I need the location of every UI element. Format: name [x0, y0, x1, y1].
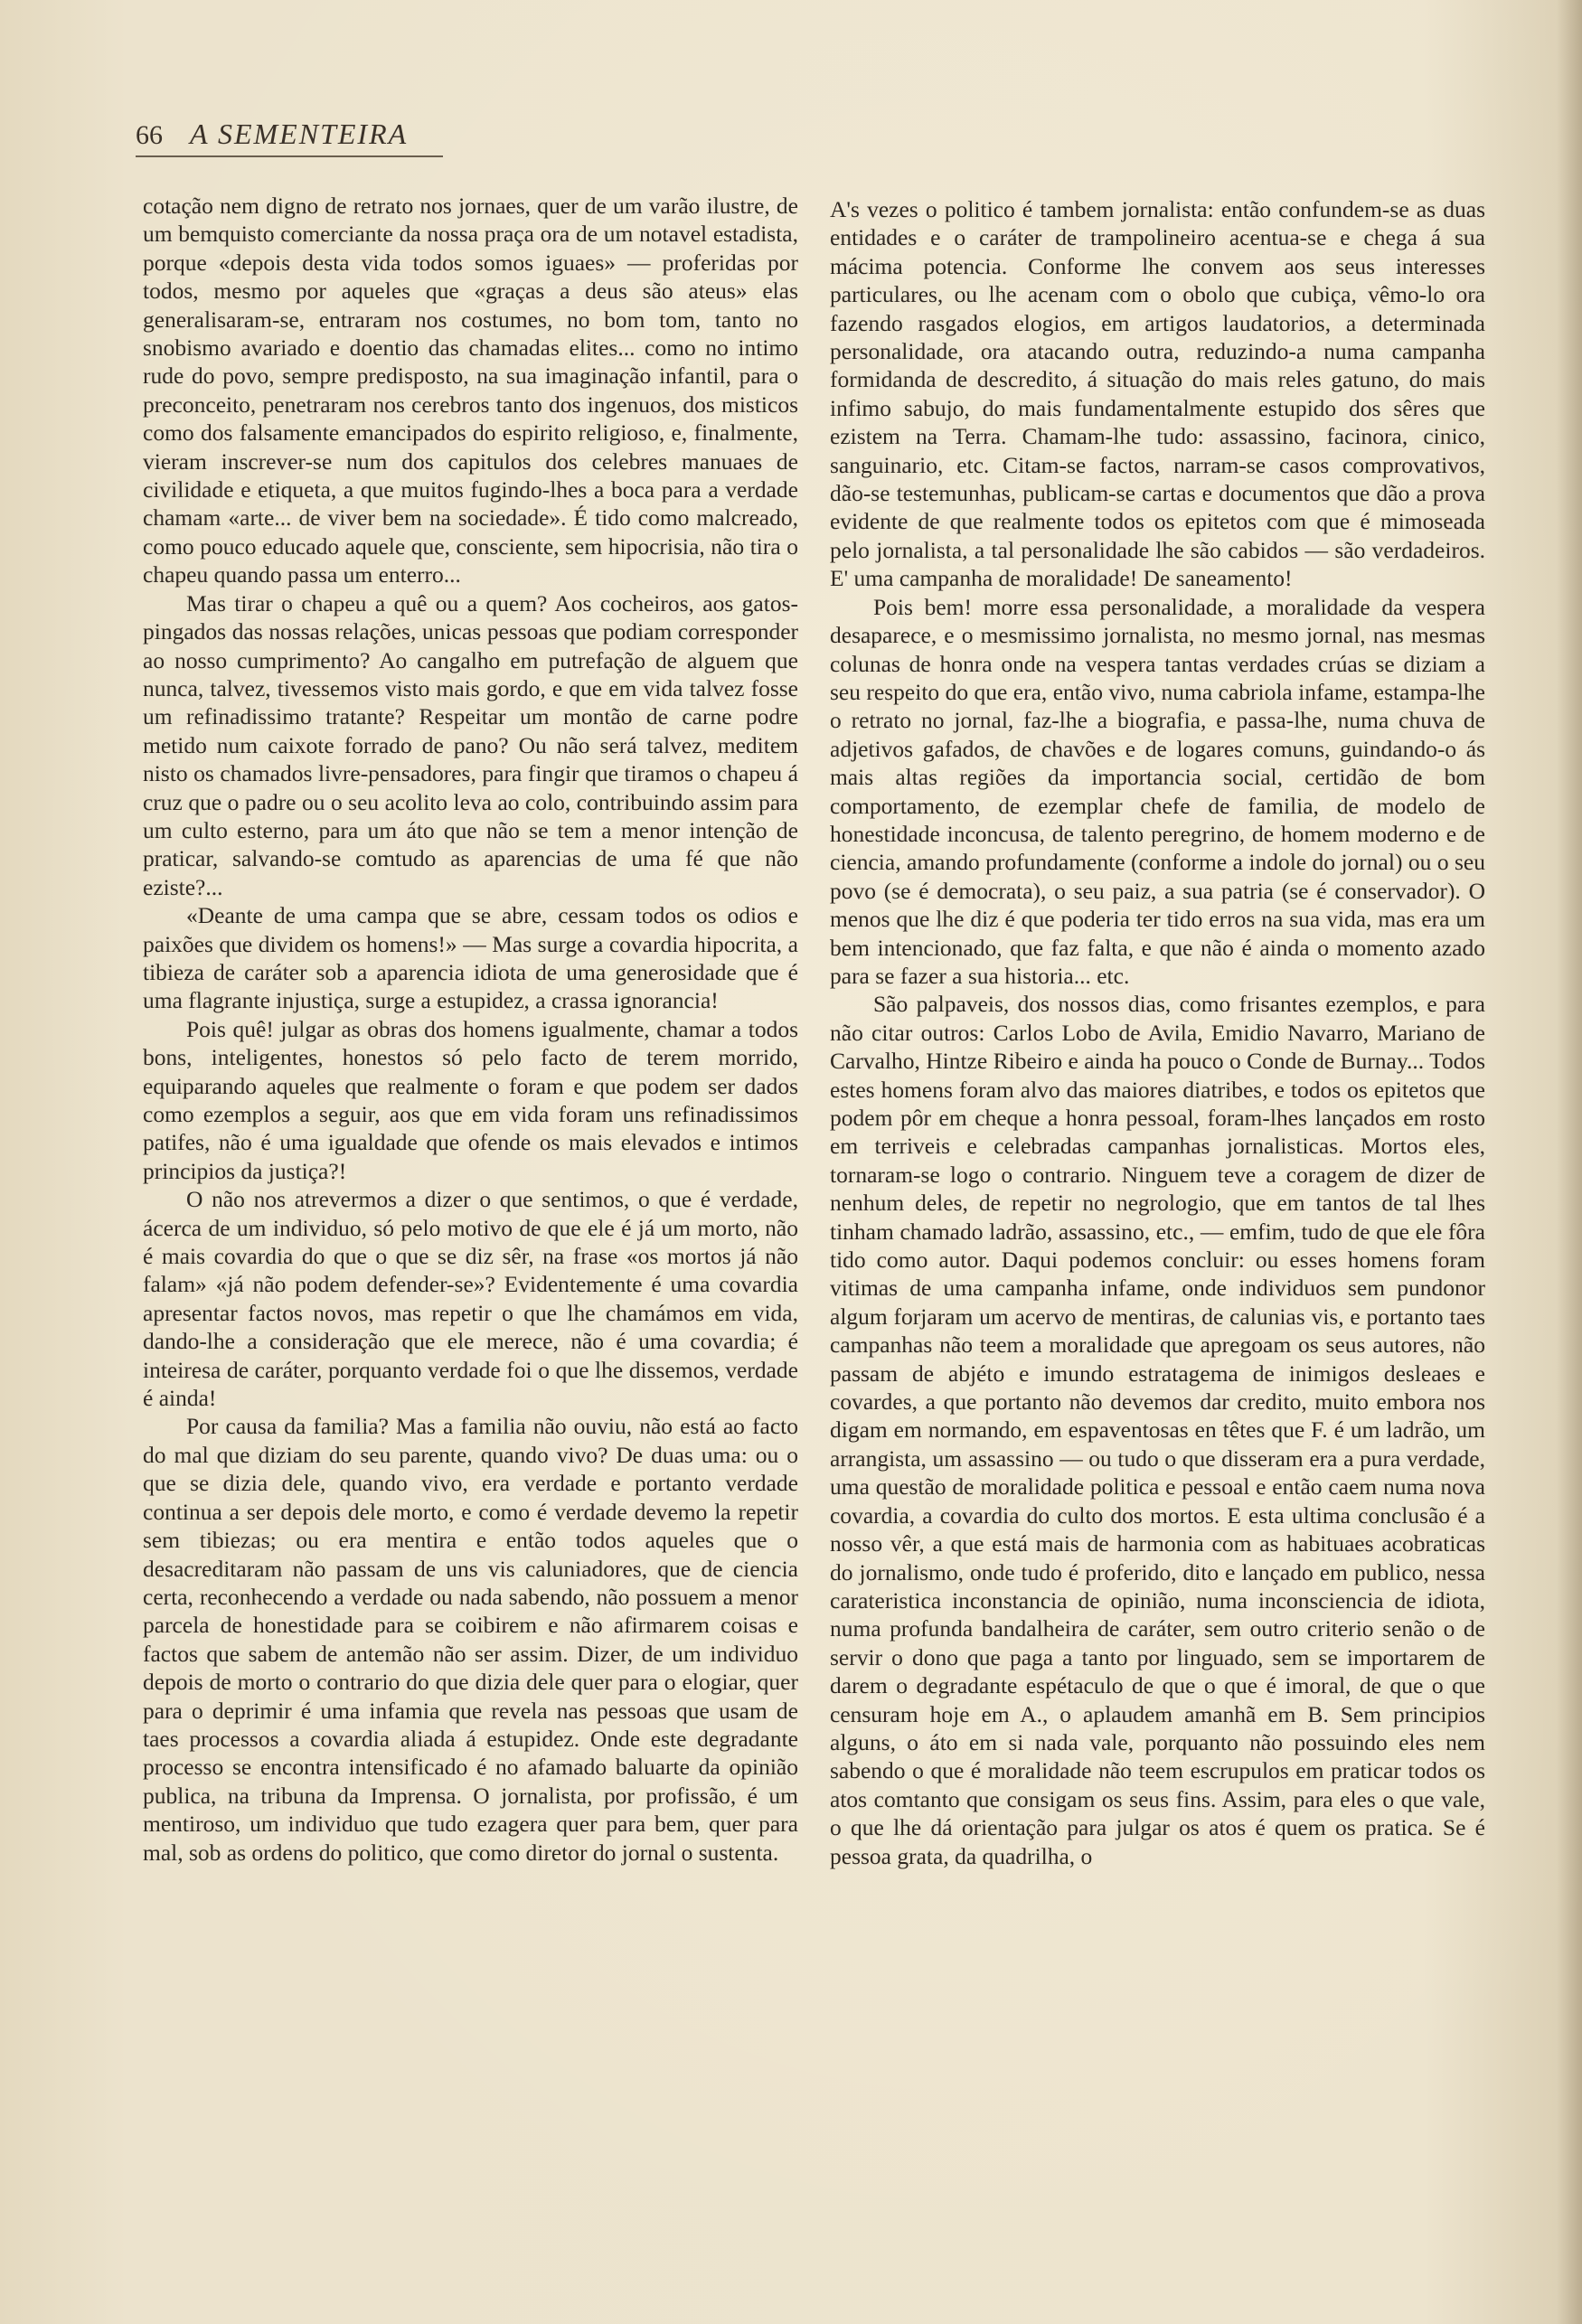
page-number: 66 — [136, 120, 163, 150]
page-header — [136, 118, 408, 151]
paragraph: Por causa da familia? Mas a familia não ouviu, não está ao facto do mal que diziam do seu parente, quando vivo? De duas uma: ou o que se dizia dele, quando vivo, era verdade e portanto verdade continua a ser depois dele morto, e como é verdade devemo la repetir sem tibiezas; ou era mentira e então todos aqueles que o desacreditaram não passam de uns vis caluniadores, que de ciencia certa, reconhecendo a verdade ou nada sabendo, não possuem a menor parcela de honestidade para se coibirem e não afirmarem coisas e factos que sabem de antemão não ser assim. Dizer, de um individuo depois de morto o contrario do que dizia dele quer para o elogiar, quer para o deprimir é uma infamia que revela nas pessoas que usam de taes processos a covardia aliada á estupidez. Onde este degradante processo se encontra intensificado é no afamado baluarte da opinião publica, na tribuna da Imprensa. O jornalista, por profissão, é um mentiroso, um individuo que tudo ezagera quer para bem, quer para mal, sob as ordens do politico, que como diretor do jornal o sustenta. — [143, 1413, 798, 1866]
paragraph: Pois bem! morre essa personalidade, a moralidade da vespera desaparece, e o mesmissimo jornalista, no mesmo jornal, nas mesmas colunas de honra onde na vespera tantas verdades crúas se diziam a seu respeito do que era, então vivo, numa cabriola infame, estampa-lhe o retrato no jornal, faz-lhe a biografia, e passa-lhe, numa chuva de adjetivos gafados, de chavões e de logares comuns, guindando-o ás mais altas regiões da importancia social, certidão de bom comportamento, de ezemplar chefe de familia, de modelo de honestidade inconcusa, de talento peregrino, de homem moderno e de ciencia, amando profundamente (conforme a indole do jornal) ou o seu povo (se é democrata), o seu paiz, a sua patria (se é conservador). O menos que lhe diz é que poderia ter tido erros na sua vida, mas era um bem intencionado, que faz falta, e que não é ainda o momento azado para se fazer a sua historia... etc. — [830, 593, 1485, 989]
paragraph: O não nos atrevermos a dizer o que sentimos, o que é verdade, ácerca de um individuo, só pelo motivo de que ele é já um morto, não é mais covardia do que o que se diz sêr, na frase «os mortos já não falam» «já não podem defender-se»? Evidentemente é uma covardia apresentar factos novos, mas repetir o que lhe chamámos em vida, dando-lhe a consideração que ele merece, não é uma covardia; é inteiresa de caráter, porquanto verdade foi o que lhe dissemos, verdade é ainda! — [143, 1186, 798, 1412]
left-column — [143, 192, 798, 1867]
paragraph: Pois quê! julgar as obras dos homens igualmente, chamar a todos bons, inteligentes, honestos só pelo facto de terem morrido, equiparando aqueles que realmente o foram e que podem ser dados como ezemplos a seguir, aos que em vida foram uns refinadissimos patifes, não é uma igualdade que ofende os mais elevados e intimos principios da justiça?! — [143, 1015, 798, 1184]
header-rule — [136, 155, 443, 157]
paragraph: Mas tirar o chapeu a quê ou a quem? Aos cocheiros, aos gatos-pingados das nossas relações, unicas pessoas que podiam corresponder ao nosso cumprimento? Ao cangalho em putrefação de alguem que nunca, talvez, tivessemos visto mais gordo, e que em vida talvez fosse um refinadissimo tratante? Respeitar um montão de carne podre metido num caixote forrado de pano? Ou não será talvez, meditem nisto os chamados livre-pensadores, para fingir que tiramos o chapeu á cruz que o padre ou o seu acolito leva ao colo, contribuindo assim para um culto esterno, para um áto que não se tem a menor intenção de praticar, salvando-se comtudo as aparencias de uma fé que não eziste?... — [143, 589, 798, 900]
journal-title: A SEMENTEIRA — [190, 118, 409, 150]
right-column — [830, 195, 1485, 1870]
paragraph: cotação nem digno de retrato nos jornaes, quer de um varão ilustre, de um bemquisto comerciante da nossa praça ora de um notavel estadista, porque «depois desta vida todos somos iguaes» — proferidas por todos, mesmo por aqueles que «graças a deus são ateus» elas generalisaram-se, entraram nos costumes, no bom tom, tanto no snobismo avariado e doentio das chamadas elites... como no intimo rude do povo, sempre predisposto, na sua imaginação infantil, para o preconceito, penetraram nos cerebros tanto dos ingenuos, dos misticos como dos falsamente emancipados do espirito religioso, e, finalmente, vieram inscrever-se num dos capitulos dos celebres manuaes de civilidade e etiqueta, a que muitos fugindo-lhes a boca para a verdade chamam «arte... de viver bem na sociedade». É tido como malcreado, como pouco educado aquele que, consciente, sem hipocrisia, não tira o chapeu quando passa um enterro... — [143, 193, 798, 588]
paragraph: «Deante de uma campa que se abre, cessam todos os odios e paixões que dividem os homens!» — Mas surge a covardia hipocrita, a tibieza de caráter sob a aparencia idiota de uma generosidade que é uma flagrante injustiça, surge a estupidez, a crassa ignorancia! — [143, 902, 798, 1014]
paragraph: A's vezes o politico é tambem jornalista: então confundem-se as duas entidades e o caráter de trampolineiro acentua-se e chega á sua mácima potencia. Conforme lhe convem aos seus interesses particulares, ou lhe acenam com o obolo que cubiça, vêmo-lo ora fazendo rasgados elogios, em artigos laudatorios, a determinada personalidade, ora atacando outra, reduzindo-a numa campanha formidanda de descredito, á situação do mais reles gatuno, do mais infimo sabujo, do mais fundamentalmente estupido dos sêres que ezistem na Terra. Chamam-lhe tudo: assassino, facinora, cinico, sanguinario, etc. Citam-se factos, narram-se casos comprovativos, dão-se testemunhas, publicam-se cartas e documentos que dão a prova evidente de que realmente todos os epitetos com que é mimoseada pelo jornalista, a tal personalidade lhe são cabidos — são verdadeiros. E' uma campanha de moralidade! De saneamento! — [830, 196, 1485, 592]
page-edge-shadow — [1557, 0, 1582, 2324]
paragraph: São palpaveis, dos nossos dias, como frisantes ezemplos, e para não citar outros: Carlos Lobo de Avila, Emidio Navarro, Mariano de Carvalho, Hintze Ribeiro e ainda ha pouco o Conde de Burnay... Todos estes homens foram alvo das maiores diatribes, e todos os epitetos que podem pôr em cheque a honra pessoal, foram-lhes lançados em rosto em terriveis e celebradas campanhas jornalisticas. Mortos eles, tornaram-se logo o contrario. Ninguem teve a coragem de dizer de nenhum deles, de repetir no negrologio, que em tantos de tal lhes tinham chamado ladrão, assassino, etc., — emfim, tudo de que ele fôra tido como autor. Daqui podemos concluir: ou esses homens foram vitimas de uma campanha infame, onde individuos sem pundonor algum forjaram um acervo de mentiras, de calunias vis, e portanto taes campanhas não teem a moralidade que apregoam os seus autores, não passam de abjéto e imundo estratagema de inimigos desleaes e covardes, a que portanto não devemos dar credito, muito embora nos digam em normando, em espaventosas en têtes que F. é um ladrão, um arrangista, um assassino — ou tudo o que disseram era a pura verdade, uma questão de moralidade politica e pessoal e então caem numa nova covardia, a covardia do culto dos mortos. E esta ultima conclusão é a nosso vêr, a que está mais de harmonia com as habituaes acobraticas do jornalismo, onde tudo é proferido, dito e lançado em publico, nessa carateristica inconstancia de opinião, numa inconsciencia de idiota, numa profunda bandalheira de caráter, sem outro criterio senão o de servir o dono que paga a tanto por linguado, sem se importarem de darem o degradante espétaculo de que o que é imoral, de que o que censuram hoje em A., o aplaudem amanhã em B. Sem principios alguns, o áto em si nada vale, porquanto não possuindo eles nem sabendo o que é moralidade não teem escrupulos em praticar todos os atos comtanto que consigam os seus fins. Assim, para eles o que vale, o que lhe dá orientação para julgar os atos é quem os pratica. Se é pessoa grata, da quadrilha, o — [830, 991, 1485, 1869]
